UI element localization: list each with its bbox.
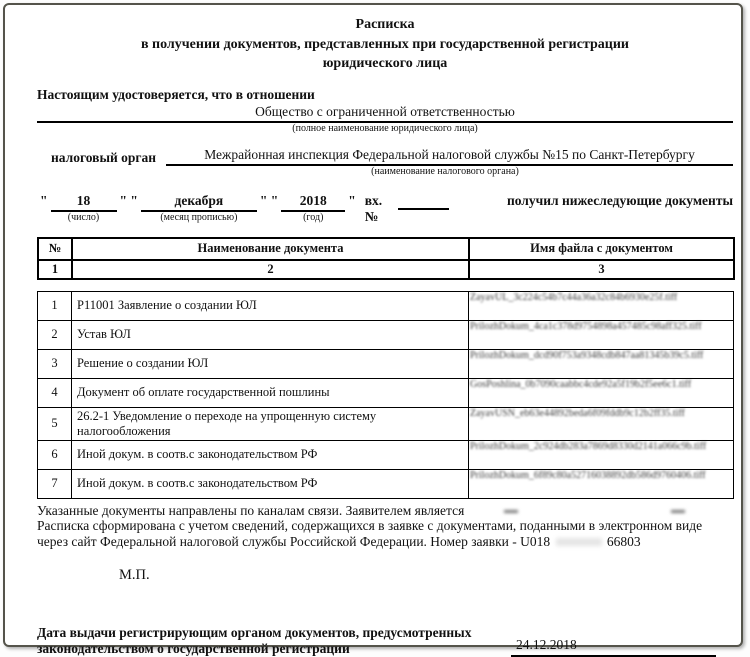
- incoming-number-label: вх.№: [364, 192, 383, 224]
- stamp-place-label: М.П.: [119, 567, 150, 583]
- table-row: [38, 440, 734, 469]
- day-field-group: [51, 193, 117, 224]
- blurred-file-name: GosPoshlina_0b7090caabbc4cde92a5f19b2f5ee6c1.tiff: [470, 378, 692, 390]
- month-field-group: [141, 193, 257, 224]
- document-file-name: [469, 291, 734, 320]
- quote-mark: ": [40, 192, 48, 208]
- year-field-group: [281, 193, 345, 224]
- row-number: 6: [38, 440, 72, 469]
- year-caption: (год): [303, 211, 324, 223]
- blurred-file-name: PrilozhDokum_6f89c80a52716038892db586d9760406.tiff: [470, 469, 706, 481]
- blurred-file-name: PrilozhDokum_dcd90f753a9348cdb847aa81345b39c5.tiff: [470, 349, 704, 361]
- document-name: 26.2-1 Уведомление о переходе на упрощенную систему налогообложения: [72, 407, 469, 440]
- col-number-2: 2: [72, 260, 469, 279]
- row-number: 1: [38, 291, 72, 320]
- request-number-suffix: 66803: [606, 533, 641, 549]
- row-number: 2: [38, 320, 72, 349]
- issue-date-field: 24.12.2018: [511, 637, 716, 657]
- col-number-3: 3: [469, 260, 734, 279]
- formed-line-1: Расписка сформирована с учетом сведений, содержащихся в заявке с документами, поданными в электронном виде: [37, 518, 703, 533]
- day-caption: (число): [67, 211, 100, 223]
- document-name: Решение о создании ЮЛ: [72, 349, 469, 378]
- issue-date-block: [37, 625, 733, 657]
- document-name: Документ об оплате государственной пошлины: [72, 378, 469, 407]
- formed-line-2: [37, 534, 733, 550]
- quote-marks: " ": [119, 192, 138, 208]
- title-line-3: юридического лица: [322, 56, 448, 71]
- document-file-name: [469, 349, 734, 378]
- month-field: декабря: [141, 193, 257, 212]
- document-content: [37, 15, 733, 657]
- document-title: [37, 15, 733, 74]
- tax-authority-label: налоговый орган: [51, 149, 157, 165]
- col-number-1: 1: [38, 260, 72, 279]
- document-page: [3, 3, 743, 656]
- redacted-applicant-smudge: [504, 510, 518, 513]
- row-number: 5: [38, 407, 72, 440]
- received-label: получил нижеследующие документы: [506, 192, 733, 208]
- date-row: [37, 193, 733, 225]
- certify-label: Настоящим удостоверяется, что в отношении: [37, 86, 315, 102]
- incoming-number-field: [398, 193, 449, 210]
- table-row: [38, 349, 734, 378]
- document-name: Иной докум. в соотв.с законодательством РФ: [72, 469, 469, 498]
- table-row: [38, 469, 734, 498]
- document-name: Устав ЮЛ: [72, 320, 469, 349]
- row-number: 4: [38, 378, 72, 407]
- month-caption: (месяц прописью): [160, 211, 238, 223]
- channels-paragraph: [37, 503, 733, 519]
- documents-table: [37, 291, 734, 499]
- table-row: [38, 291, 734, 320]
- receipt-formed-paragraph: [37, 518, 733, 549]
- tax-authority-row: [37, 147, 733, 166]
- blurred-file-name: PrilozhDokum_4ca1c378d9754898a457485c98aff325.tiff: [470, 320, 702, 332]
- day-field: 18: [51, 193, 117, 212]
- document-file-name: [469, 469, 734, 498]
- blurred-file-name: ZayavUSN_eb63e44892beda6f09fddb9c12b2ff35.tiff: [470, 407, 685, 419]
- document-file-name: [469, 320, 734, 349]
- entity-name-field: Общество с ограниченной ответственностью: [37, 104, 733, 123]
- blurred-file-name: ZayavUL_3c224c54b7c44a36a32c84b6930e25f.tiff: [470, 291, 678, 303]
- col-header-number: №: [38, 238, 72, 260]
- row-number: 3: [38, 349, 72, 378]
- title-line-2: в получении документов, представленных при государственной регистрации: [140, 36, 629, 52]
- quote-mark: ": [348, 192, 356, 208]
- tax-authority-caption: (наименование налогового органа): [371, 165, 519, 177]
- document-file-name: [469, 440, 734, 469]
- channels-text: Указанные документы направлены по каналам связи. Заявителем является: [37, 502, 465, 518]
- row-number: 7: [38, 469, 72, 498]
- document-file-name: [469, 407, 734, 440]
- quote-marks: " ": [259, 192, 279, 208]
- document-file-name: [469, 378, 734, 407]
- table-row: [38, 320, 734, 349]
- entity-name-caption: (полное наименование юридического лица): [292, 122, 478, 134]
- document-name: Р11001 Заявление о создании ЮЛ: [72, 291, 469, 320]
- issue-date-label: Дата выдачи регистрирующим органом документов, предусмотренных законодательством о государственной регистрации: [37, 625, 472, 656]
- title-line-1: Расписка: [355, 17, 415, 32]
- table-row: [38, 378, 734, 407]
- col-header-name: Наименование документа: [72, 238, 469, 260]
- document-name: Иной докум. в соотв.с законодательством РФ: [72, 440, 469, 469]
- request-number-prefix: через сайт Федеральной налоговой службы Российской Федерации. Номер заявки - U018: [37, 533, 551, 549]
- documents-table-header: [37, 237, 735, 280]
- redacted-request-number: [556, 538, 602, 546]
- table-row: [38, 407, 734, 440]
- col-header-file: Имя файла с документом: [469, 238, 734, 260]
- year-field: 2018: [281, 193, 345, 212]
- table-header-row: [38, 238, 734, 260]
- blurred-file-name: PrilozhDokum_2c924db283a7869d8330d2141a066c9b.tiff: [470, 440, 707, 452]
- redacted-applicant-smudge: [671, 510, 685, 513]
- tax-authority-field: Межрайонная инспекция Федеральной налоговой службы №15 по Санкт-Петербургу: [166, 147, 733, 166]
- table-column-numbers-row: [38, 260, 734, 279]
